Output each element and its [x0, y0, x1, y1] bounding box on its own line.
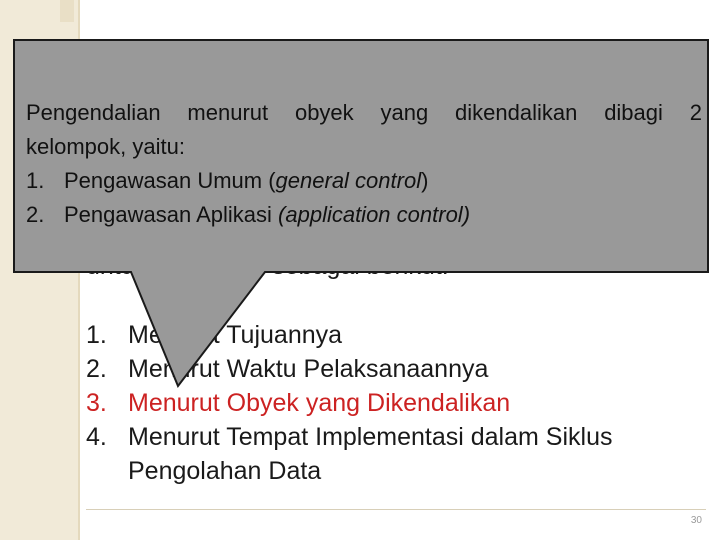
callout-item-text — [64, 164, 428, 198]
list-item-text: Menurut Obyek yang Dikendalikan — [128, 389, 511, 417]
callout-item-emphasis: general control — [275, 168, 422, 193]
list-item-number: 2. — [86, 355, 107, 383]
callout-item-emphasis: (application control) — [278, 202, 471, 227]
list-item-text: Menurut Waktu Pelaksanaannya — [128, 355, 489, 383]
callout-word: dikendalikan — [455, 100, 578, 125]
list-item-text: Menurut Tujuannya — [128, 321, 343, 349]
page-number: 30 — [690, 515, 702, 526]
list-item-number: 4. — [86, 423, 107, 451]
callout-item-plain: Pengawasan Umum ( — [64, 168, 276, 193]
callout-word: dibagi — [604, 100, 663, 125]
callout-word: 2 — [689, 100, 702, 125]
callout-line-2: kelompok, yaitu: — [26, 134, 185, 159]
callout-item-number: 2. — [26, 202, 45, 227]
callout-item-number: 1. — [26, 168, 45, 193]
callout-line-1 — [26, 96, 702, 130]
callout-item-1 — [26, 164, 702, 198]
list-item-number: 1. — [86, 321, 107, 349]
callout-item-2 — [26, 198, 702, 232]
callout-item-plain: Pengawasan Aplikasi — [64, 202, 279, 227]
callout-word: yang — [380, 100, 429, 125]
callout-word: obyek — [294, 100, 354, 125]
list-item-text: Menurut Tempat Implementasi dalam Siklus Pengolahan Data — [128, 423, 613, 485]
callout-item-text — [64, 198, 470, 232]
callout-word: menurut — [187, 100, 269, 125]
list-item-number: 3. — [86, 389, 107, 417]
callout-word: Pengendalian — [26, 100, 161, 125]
callout-item-tail: ) — [421, 168, 429, 193]
callout-text — [26, 96, 702, 232]
